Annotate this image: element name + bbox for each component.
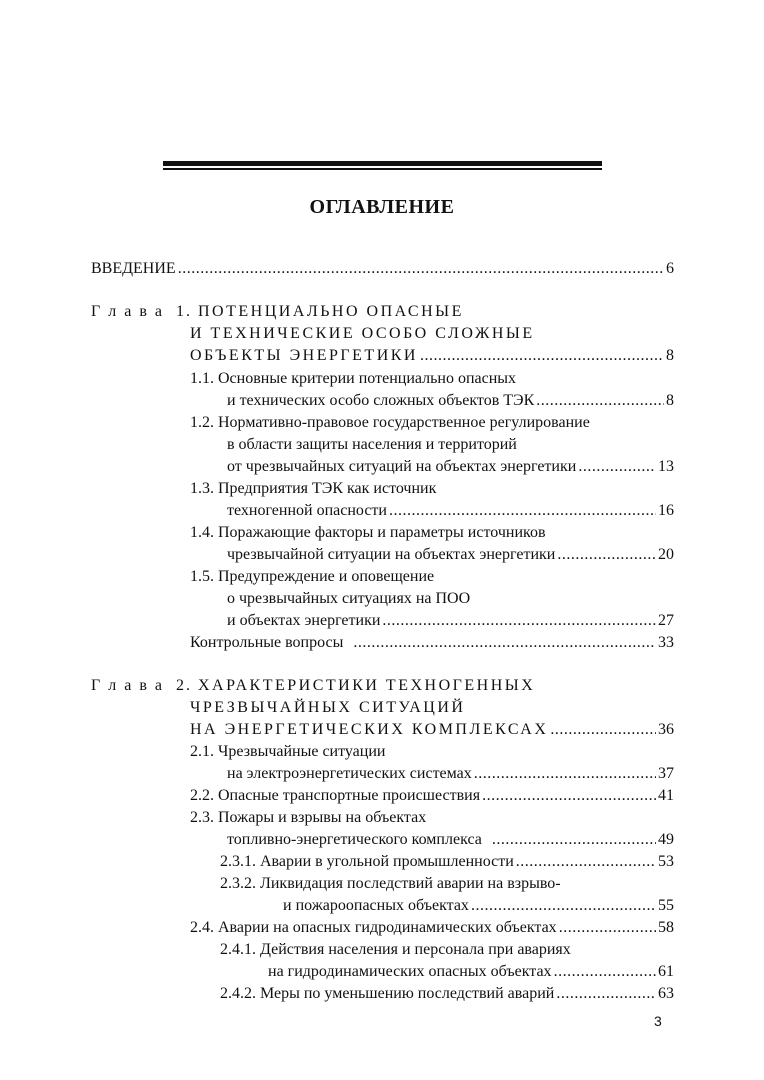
toc-entry-2-1[interactable] bbox=[190, 741, 385, 763]
toc-entry-page: 49 bbox=[658, 831, 674, 848]
chapter-2-title-line-3[interactable] bbox=[190, 719, 674, 741]
toc-entry-label: и объектах энергетики bbox=[227, 612, 381, 629]
toc-entry-page: 8 bbox=[666, 392, 674, 409]
toc-entry-label: в области защиты населения и территорий bbox=[227, 436, 517, 453]
toc-entry-1-2-cont bbox=[227, 434, 517, 456]
toc-entry-1-3-cont[interactable] bbox=[227, 500, 674, 522]
dot-leader bbox=[178, 258, 664, 280]
toc-entry-label: 2.3. Пожары и взрывы на объектах bbox=[190, 809, 427, 826]
dot-leader bbox=[554, 961, 656, 983]
toc-entry-page: 16 bbox=[658, 502, 674, 519]
chapter-1-title-line: ПОТЕНЦИАЛЬНО ОПАСНЫЕ bbox=[198, 303, 464, 320]
dot-leader bbox=[474, 763, 656, 785]
dot-leader bbox=[382, 610, 656, 632]
toc-entry-2-2[interactable] bbox=[190, 785, 674, 807]
toc-entry-2-3-1[interactable] bbox=[220, 851, 674, 873]
toc-entry-label: 1.5. Предупреждение и оповещение bbox=[190, 568, 435, 585]
page-title: ОГЛАВЛЕНИЕ bbox=[309, 196, 455, 218]
toc-entry-page: 41 bbox=[658, 787, 674, 804]
dot-leader bbox=[516, 851, 656, 873]
toc-entry-label: техногенной опасности bbox=[227, 502, 387, 519]
dot-leader bbox=[492, 829, 656, 851]
toc-entry-1-3[interactable] bbox=[190, 478, 436, 500]
toc-entry-2-3[interactable] bbox=[190, 807, 426, 829]
toc-entry-page: 8 bbox=[666, 347, 674, 364]
dot-leader bbox=[536, 390, 664, 412]
toc-entry-page: 37 bbox=[658, 765, 674, 782]
toc-entry-label: топливно-энергетического комплекса bbox=[227, 831, 482, 848]
toc-entry-label: 2.3.1. Аварии в угольной промышленности bbox=[220, 853, 514, 870]
toc-entry-label: 2.3.2. Ликвидация последствий аварии на взрыво- bbox=[220, 875, 561, 892]
toc-entry-label: на электроэнергетических системах bbox=[227, 765, 472, 782]
dot-leader bbox=[482, 785, 656, 807]
toc-entry-label: и технических особо сложных объектов ТЭК bbox=[227, 392, 535, 409]
toc-entry-2-4-2[interactable] bbox=[220, 983, 674, 1005]
dot-leader bbox=[578, 456, 656, 478]
chapter-1-heading[interactable] bbox=[91, 301, 464, 323]
toc-entry-label: 2.1. Чрезвычайные ситуации bbox=[190, 743, 386, 760]
toc-entry-page: 27 bbox=[658, 612, 674, 629]
toc-entry-label: 1.2. Нормативно-правовое государственное регулирование bbox=[190, 414, 590, 431]
toc-entry-label: о чрезвычайных ситуациях на ПОО bbox=[227, 590, 471, 607]
chapter-1-title-line: И ТЕХНИЧЕСКИЕ ОСОБО СЛОЖНЫЕ bbox=[190, 325, 535, 342]
toc-entry-1-1-cont[interactable] bbox=[227, 390, 674, 412]
chapter-2-prefix: Г л а в а 2. bbox=[91, 677, 192, 694]
toc-entry-questions-1[interactable] bbox=[190, 632, 674, 654]
toc-entry-2-4[interactable] bbox=[190, 917, 674, 939]
toc-entry-2-4-1[interactable] bbox=[220, 939, 571, 961]
toc-entry-page: 36 bbox=[658, 721, 674, 738]
dot-leader bbox=[557, 544, 656, 566]
chapter-2-heading[interactable] bbox=[91, 675, 535, 697]
dot-leader bbox=[471, 895, 656, 917]
dot-leader bbox=[556, 983, 656, 1005]
toc-entry-page: 13 bbox=[658, 458, 674, 475]
toc-entry-label: чрезвычайной ситуации на объектах энергетики bbox=[227, 546, 556, 563]
chapter-1-prefix: Г л а в а 1. bbox=[91, 303, 192, 320]
chapter-2-title-line: НА ЭНЕРГЕТИЧЕСКИХ КОМПЛЕКСАХ bbox=[190, 721, 549, 738]
dot-leader bbox=[559, 917, 656, 939]
toc-entry-2-3-2-cont[interactable] bbox=[283, 895, 674, 917]
toc-entry-label: 2.2. Опасные транспортные происшествия bbox=[190, 787, 481, 804]
toc-entry-page: 63 bbox=[658, 985, 674, 1002]
toc-entry-page: 33 bbox=[658, 634, 674, 651]
toc-entry-1-1[interactable] bbox=[190, 368, 516, 390]
toc-entry-label: Контрольные вопросы bbox=[190, 634, 344, 651]
chapter-2-title-line: ХАРАКТЕРИСТИКИ ТЕХНОГЕННЫХ bbox=[198, 677, 536, 694]
toc-entry-label: 1.3. Предприятия ТЭК как источник bbox=[190, 480, 437, 497]
toc-entry-page: 61 bbox=[658, 963, 674, 980]
toc-entry-2-3-2[interactable] bbox=[220, 873, 561, 895]
toc-entry-page: 20 bbox=[658, 546, 674, 563]
chapter-1-title-line: ОБЪЕКТЫ ЭНЕРГЕТИКИ bbox=[190, 347, 418, 364]
toc-entry-1-2[interactable] bbox=[190, 412, 590, 434]
toc-entry-page: 58 bbox=[658, 919, 674, 936]
toc-entry-label: от чрезвычайных ситуаций на объектах энергетики bbox=[227, 458, 577, 475]
chapter-2-title-line: ЧРЕЗВЫЧАЙНЫХ СИТУАЦИЙ bbox=[190, 699, 466, 716]
toc-entry-1-4[interactable] bbox=[190, 522, 546, 544]
dot-leader bbox=[420, 345, 664, 367]
toc-entry-2-3-cont[interactable] bbox=[227, 829, 674, 851]
toc-entry-intro[interactable] bbox=[91, 258, 674, 280]
page-number: 3 bbox=[654, 1013, 662, 1029]
toc-entry-1-5[interactable] bbox=[190, 566, 434, 588]
toc-entry-label: 1.1. Основные критерии потенциально опасных bbox=[190, 370, 517, 387]
toc-entry-label: 2.4.1. Действия населения и персонала при авариях bbox=[220, 941, 571, 958]
chapter-1-title-line-3[interactable] bbox=[190, 345, 674, 367]
toc-entry-1-5-cont bbox=[227, 588, 470, 610]
dot-leader bbox=[353, 632, 656, 654]
toc-entry-page: 6 bbox=[666, 260, 674, 277]
chapter-1-title-line-2 bbox=[190, 323, 535, 345]
toc-entry-1-5-cont-2[interactable] bbox=[227, 610, 674, 632]
toc-entry-1-4-cont[interactable] bbox=[227, 544, 674, 566]
toc-entry-label: на гидродинамических опасных объектах bbox=[268, 963, 552, 980]
toc-entry-page: 55 bbox=[658, 897, 674, 914]
header-rule bbox=[163, 161, 602, 170]
toc-entry-2-1-cont[interactable] bbox=[227, 763, 674, 785]
toc-entry-2-4-1-cont[interactable] bbox=[268, 961, 674, 983]
dot-leader bbox=[550, 719, 656, 741]
toc-entry-1-2-cont-2[interactable] bbox=[227, 456, 674, 478]
toc-entry-page: 53 bbox=[658, 853, 674, 870]
chapter-2-title-line-2 bbox=[190, 697, 465, 719]
toc-entry-label: ВВЕДЕНИЕ bbox=[91, 260, 176, 277]
dot-leader bbox=[389, 500, 656, 522]
toc-entry-label: 2.4.2. Меры по уменьшению последствий аварий bbox=[220, 985, 555, 1002]
toc-entry-label: и пожароопасных объектах bbox=[283, 897, 469, 914]
toc-entry-label: 1.4. Поражающие факторы и параметры источников bbox=[190, 524, 546, 541]
toc-entry-label: 2.4. Аварии на опасных гидродинамических объектах bbox=[190, 919, 557, 936]
